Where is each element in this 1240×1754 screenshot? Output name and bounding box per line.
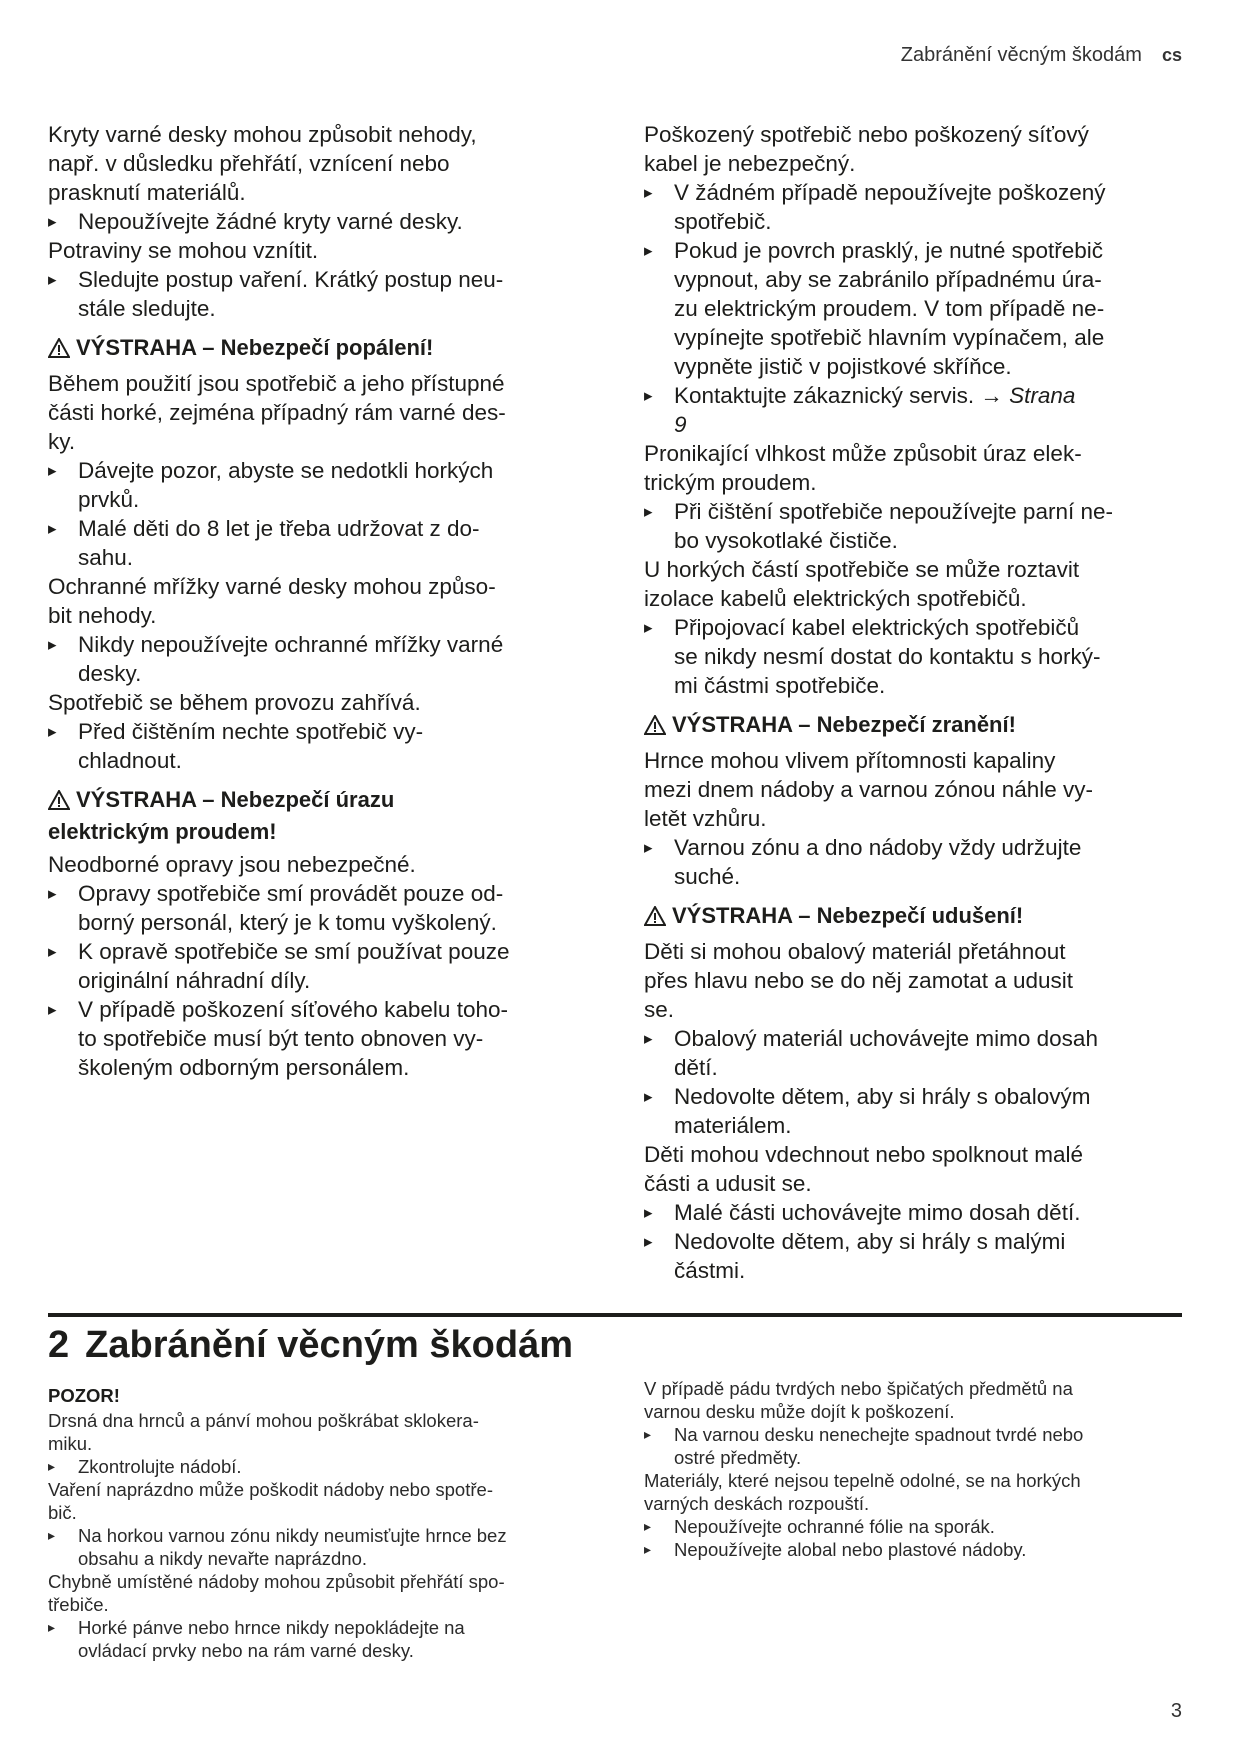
paragraph: V případě pádu tvrdých nebo špičatých předmětů na varnou desku může dojít k poškození. (644, 1378, 1073, 1422)
paragraph: Během použití jsou spotřebič a jeho přístupné části horké, zejména případný rám varné des- ky. (48, 371, 506, 454)
bullet-item: ▸ Při čištění spotřebiče nepoužívejte parní ne- bo vysokotlaké čističe. (644, 497, 1184, 555)
bullet-item: ▸ Nepoužívejte alobal nebo plastové nádoby. (644, 1538, 1184, 1561)
arrow-right-icon: → (980, 383, 1003, 408)
paragraph: Pronikající vlhkost může způsobit úraz elek- trickým proudem. (644, 441, 1082, 495)
page-reference-link[interactable]: Strana (1009, 383, 1076, 408)
language-code: cs (1161, 45, 1182, 65)
section-heading (48, 1320, 573, 1370)
bullet-item: ▸ Dávejte pozor, abyste se nedotkli horkých prvků. (48, 456, 576, 514)
bullet-item: ▸ Nedovolte dětem, aby si hrály s obalovým materiálem. (644, 1082, 1184, 1140)
paragraph: Děti mohou vdechnout nebo spolknout malé části a udusit se. (644, 1142, 1084, 1196)
running-header (901, 44, 1182, 67)
warning-heading: VÝSTRAHA – Nebezpečí zranění! (644, 710, 1184, 742)
warning-triangle-icon (644, 713, 672, 742)
paragraph: Vaření naprázdno může poškodit nádoby nebo spotře- bič. (48, 1479, 493, 1523)
page-number: 3 (1170, 1700, 1182, 1722)
bullet-item: ▸ Připojovací kabel elektrických spotřebičů se nikdy nesmí dostat do kontaktu s horký- mi částmi spotřebiče. (644, 613, 1184, 700)
section-title: Zabránění věcným škodám (85, 1324, 573, 1366)
paragraph: Drsná dna hrnců a pánví mohou poškrábat sklokera- miku. (48, 1410, 479, 1454)
bullet-item: ▸ Pokud je povrch prasklý, je nutné spotřebič vypnout, aby se zabránilo případnému úra- zu elektrickým proudem. V tom případě ne- vypínejte spotřebič hlavním vypínačem, ale vypněte jistič v pojistkové skříňce. (644, 236, 1184, 381)
paragraph: Poškozený spotřebič nebo poškozený síťový kabel je nebezpečný. (644, 122, 1089, 176)
bullet-item: ▸ V případě poškození síťového kabelu toho- to spotřebiče musí být tento obnoven vy- školeným odborným personálem. (48, 995, 576, 1082)
paragraph: Děti si mohou obalový materiál přetáhnout přes hlavu nebo se do něj zamotat a udusit se. (644, 939, 1074, 1022)
paragraph: Potraviny se mohou vznítit. (48, 238, 319, 263)
warning-heading: VÝSTRAHA – Nebezpečí udušení! (644, 901, 1184, 933)
warning-triangle-icon (48, 336, 76, 365)
header-title: Zabránění věcným škodám (900, 44, 1142, 66)
paragraph: Kryty varné desky mohou způsobit nehody, např. v důsledku přehřátí, vznícení nebo prasknutí materiálů. (48, 122, 477, 205)
warning-triangle-icon (48, 788, 76, 817)
bullet-item: ▸ K opravě spotřebiče se smí používat pouze originální náhradní díly. (48, 937, 576, 995)
warning-triangle-icon (644, 904, 672, 933)
page-reference-number[interactable]: 9 (674, 412, 687, 437)
notice-right-column (644, 1377, 1184, 1561)
right-column (644, 120, 1184, 1285)
left-column (48, 120, 576, 1082)
paragraph: U horkých částí spotřebiče se může roztavit izolace kabelů elektrických spotřebičů. (644, 557, 1080, 611)
bullet-item: ▸ Na horkou varnou zónu nikdy neumisťujte hrnce bez obsahu a nikdy nevařte naprázdno. (48, 1524, 578, 1570)
bullet-item: ▸ Opravy spotřebiče smí provádět pouze od- borný personál, který je k tomu vyškolený. (48, 879, 576, 937)
paragraph: Neodborné opravy jsou nebezpečné. (48, 852, 416, 877)
bullet-item: ▸ Před čištěním nechte spotřebič vy- chladnout. (48, 717, 576, 775)
warning-heading: VÝSTRAHA – Nebezpečí popálení! (48, 333, 576, 365)
bullet-item: ▸ Horké pánve nebo hrnce nikdy nepokládejte na ovládací prvky nebo na rám varné desky. (48, 1616, 578, 1662)
bullet-item: ▸ V žádném případě nepoužívejte poškozený spotřebič. (644, 178, 1184, 236)
bullet-item: ▸ Nedovolte dětem, aby si hrály s malými částmi. (644, 1227, 1184, 1285)
bullet-item: ▸ Varnou zónu a dno nádoby vždy udržujte suché. (644, 833, 1184, 891)
notice-left-column (48, 1384, 578, 1662)
bullet-item: ▸ Na varnou desku nenechejte spadnout tvrdé nebo ostré předměty. (644, 1423, 1184, 1469)
warning-heading: VÝSTRAHA – Nebezpečí úrazu elektrickým proudem! (48, 787, 395, 844)
paragraph: Spotřebič se během provozu zahřívá. (48, 690, 421, 715)
notice-label: POZOR! (48, 1385, 120, 1406)
bullet-item: ▸ Kontaktujte zákaznický servis. → Strana 9 (644, 381, 1184, 439)
bullet-item: ▸ Nikdy nepoužívejte ochranné mřížky varné desky. (48, 630, 576, 688)
section-divider (48, 1313, 1182, 1317)
bullet-item: ▸ Zkontrolujte nádobí. (48, 1455, 578, 1478)
paragraph: Hrnce mohou vlivem přítomnosti kapaliny mezi dnem nádoby a varnou zónou náhle vy- letět vzhůru. (644, 748, 1094, 831)
bullet-item: ▸ Malé děti do 8 let je třeba udržovat z do- sahu. (48, 514, 576, 572)
paragraph: Ochranné mřížky varné desky mohou způso- bit nehody. (48, 574, 496, 628)
paragraph: Materiály, které nejsou tepelně odolné, se na horkých varných deskách rozpouští. (644, 1470, 1081, 1514)
paragraph: Chybně umístěné nádoby mohou způsobit přehřátí spo- třebiče. (48, 1571, 505, 1615)
bullet-item: ▸ Nepoužívejte žádné kryty varné desky. (48, 207, 576, 236)
bullet-item: ▸ Sledujte postup vaření. Krátký postup neu- stále sledujte. (48, 265, 576, 323)
section-number: 2 (48, 1324, 70, 1366)
bullet-item: ▸ Malé části uchovávejte mimo dosah dětí. (644, 1198, 1184, 1227)
bullet-item: ▸ Nepoužívejte ochranné fólie na sporák. (644, 1515, 1184, 1538)
bullet-item: ▸ Obalový materiál uchovávejte mimo dosah dětí. (644, 1024, 1184, 1082)
